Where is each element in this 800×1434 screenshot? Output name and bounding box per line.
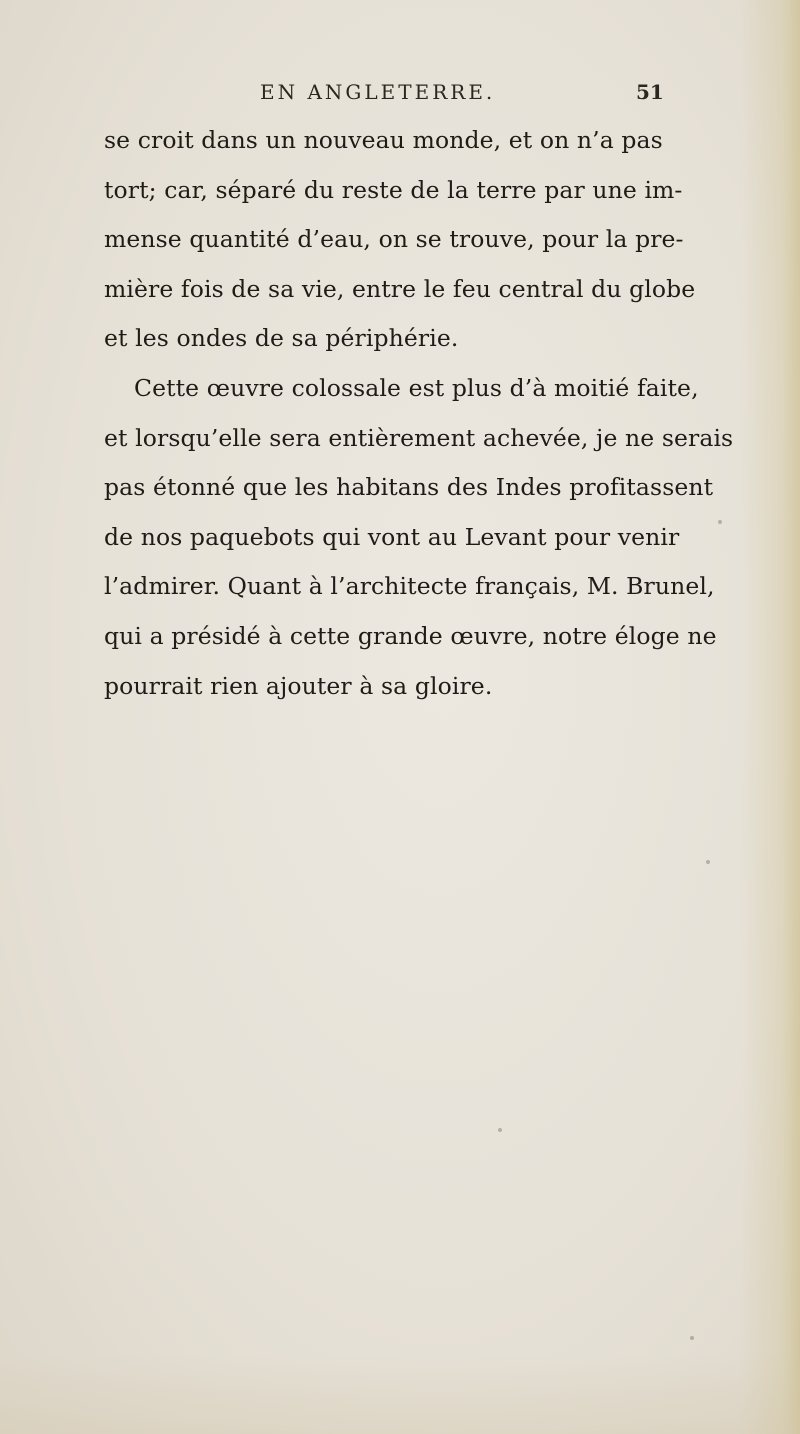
paper-speck (690, 1336, 694, 1340)
text-line: l’admirer. Quant à l’architecte français, M. Brunel, (104, 572, 715, 601)
paper-speck (718, 520, 722, 524)
page-edge-stain (740, 0, 800, 1434)
page-bottom-stain (0, 1354, 800, 1434)
text-line: mense quantité d’eau, on se trouve, pour la pre- (104, 225, 684, 254)
paper-speck (706, 860, 710, 864)
text-line: qui a présidé à cette grande œuvre, notre éloge ne (104, 621, 717, 650)
running-title: EN ANGLETERRE. (260, 80, 496, 104)
text-line: de nos paquebots qui vont au Levant pour venir (104, 522, 680, 551)
text-line: mière fois de sa vie, entre le feu central du globe (104, 274, 696, 303)
text-line: se croit dans un nouveau monde, et on n’a pas (104, 126, 663, 154)
body-text (104, 116, 734, 711)
text-line: Cette œuvre colossale est plus d’à moitié faite, (134, 373, 699, 402)
text-line: et les ondes de sa périphérie. (104, 324, 459, 353)
text-line: pas étonné que les habitans des Indes profitassent (104, 473, 714, 502)
text-line: pourrait rien ajouter à sa gloire. (104, 671, 493, 700)
paper-speck (498, 1128, 502, 1132)
running-header (0, 80, 800, 110)
text-line: et lorsqu’elle sera entièrement achevée, je ne serais (104, 423, 734, 452)
page-number: 51 (636, 80, 664, 104)
text-line: tort; car, séparé du reste de la terre par une im- (104, 175, 683, 204)
